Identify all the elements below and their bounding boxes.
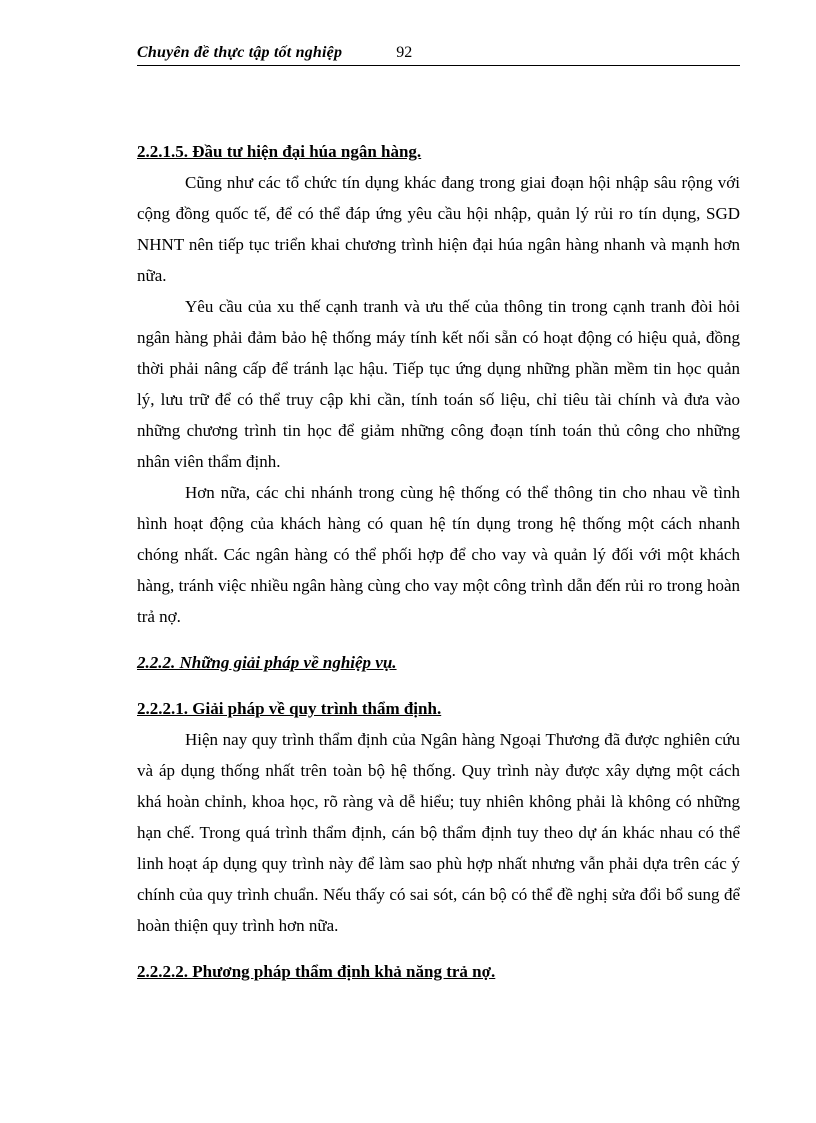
paragraph: Cũng như các tổ chức tín dụng khác đang trong giai đoạn hội nhập sâu rộng với cộng đồng quốc tế, để có thể đáp ứng yêu cầu hội nhập, quản lý rủi ro tín dụng, SGD NHNT nên tiếp tục triển khai chương trình hiện đại húa ngân hàng nhanh và mạnh hơn nữa. — [137, 173, 740, 285]
page-number: 92 — [396, 44, 413, 61]
section-heading-2-2-1-5: 2.2.1.5. Đầu tư hiện đại húa ngân hàng. — [137, 142, 422, 161]
header-title: Chuyên đề thực tập tốt nghiệp — [137, 44, 343, 61]
section-heading-2-2-2-1: 2.2.2.1. Giải pháp về quy trình thẩm định. — [137, 699, 442, 718]
page-header — [137, 44, 740, 66]
section-heading-2-2-2: 2.2.2. Những giải pháp về nghiệp vụ. — [137, 653, 397, 672]
document-body — [137, 66, 740, 987]
paragraph: Yêu cầu của xu thế cạnh tranh và ưu thế của thông tin trong cạnh tranh đòi hỏi ngân hàng phải đảm bảo hệ thống máy tính kết nối sẵn có hoạt động có hiệu quả, đồng thời phải nâng cấp để tránh lạc hậu. Tiếp tục ứng dụng những phần mềm tin học quản lý, lưu trữ để có thể truy cập khi cần, tính toán số liệu, chỉ tiêu tài chính và đưa vào những chương trình tin học để giảm những công đoạn tính toán thủ công cho những nhân viên thẩm định. — [137, 297, 740, 471]
paragraph: Hơn nữa, các chi nhánh trong cùng hệ thống có thể thông tin cho nhau về tình hình hoạt động của khách hàng có quan hệ tín dụng trong hệ thống một cách nhanh chóng nhất. Các ngân hàng có thể phối hợp để cho vay và quản lý đối với một khách hàng, tránh việc nhiều ngân hàng cùng cho vay một công trình dẫn đến rủi ro trong hoàn trả nợ. — [137, 483, 740, 626]
section-heading-2-2-2-2: 2.2.2.2. Phương pháp thẩm định khả năng trả nợ. — [137, 962, 496, 981]
paragraph: Hiện nay quy trình thẩm định của Ngân hàng Ngoại Thương đã được nghiên cứu và áp dụng thống nhất trên toàn bộ hệ thống. Quy trình này được xây dựng một cách khá hoàn chỉnh, khoa học, rõ ràng và dễ hiểu; tuy nhiên không phải là không có những hạn chế. Trong quá trình thẩm định, cán bộ thẩm định tuy theo dự án khác nhau có thể linh hoạt áp dụng quy trình này để làm sao phù hợp nhất nhưng vẫn phải dựa trên các ý chính của quy trình chuẩn. Nếu thấy có sai sót, cán bộ có thể đề nghị sửa đổi bổ sung để hoàn thiện quy trình hơn nữa. — [137, 730, 740, 935]
